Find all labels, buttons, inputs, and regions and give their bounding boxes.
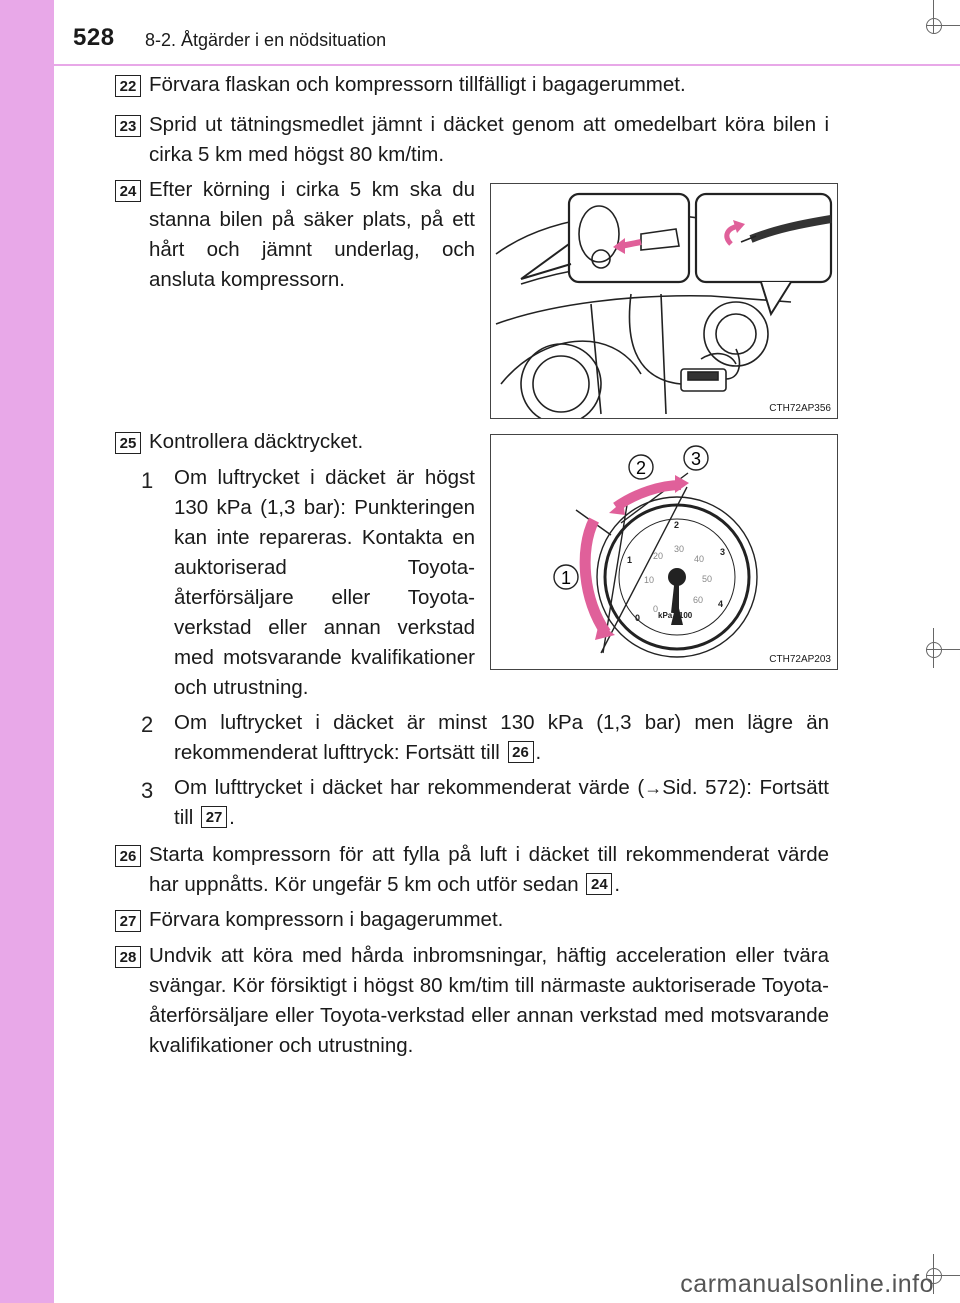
sub-item-1-text: Om luftrycket i däcket är högst 130 kPa (1,3 bar): Punkteringen kan inte repareras. Kontakta en auktoriserad Toyota-återförsäljare eller Toyota-verkstad eller annan verkstad med motsvarande kvalifikationer och utrustning. <box>174 466 475 699</box>
step-25-text: Kontrollera däcktrycket. <box>149 430 364 453</box>
bar-tick-2: 2 <box>674 520 680 530</box>
page-number: 528 <box>73 24 115 51</box>
step-22-text: Förvara flaskan och kompressorn tillfälligt i bagagerummet. <box>149 73 686 96</box>
header-divider <box>54 64 960 66</box>
sub-item-2-text: Om luftrycket i däcket är minst 130 kPa (1,3 bar) men lägre än rekommenderat lufttryck: Fortsätt till 26 . <box>174 711 829 764</box>
kpa-tick-30: 30 <box>674 544 685 554</box>
kpa-tick-60: 60 <box>693 595 704 605</box>
step-26-text: Starta kompressorn för att fylla på luft i däcket till rekommenderat värde har uppnåtts. Kör ungefär 5 km och utför sedan 24 . <box>149 843 829 896</box>
bar-tick-4: 4 <box>718 599 724 609</box>
ref-badge-27[interactable]: 27 <box>201 806 227 828</box>
sub-item-number-2: 2 <box>141 712 154 737</box>
step-badge-24: 24 <box>115 180 141 202</box>
gauge-callout-3: 3 <box>690 449 702 469</box>
kpa-tick-50: 50 <box>702 574 713 584</box>
page-ref-arrow: → <box>644 778 663 798</box>
step-28-text: Undvik att köra med hårda inbromsningar, häftig acceleration eller tvära svängar. Kör försiktigt i högst 80 km/tim till närmaste auktoriserade Toyota-återförsäljare eller Toyota-verkstad eller annan verkstad med motsvarande kvalifikationer och utrustning. <box>149 944 829 1057</box>
bar-tick-3: 3 <box>720 547 726 557</box>
kpa-tick-40: 40 <box>694 554 705 564</box>
ref-badge-26[interactable]: 26 <box>508 741 534 763</box>
section-title: 8-2. Åtgärder i en nödsituation <box>145 30 387 50</box>
step-23-text: Sprid ut tätningsmedlet jämnt i däcket genom att omedelbart köra bilen i cirka 5 km med högst 80 km/tim. <box>149 113 829 166</box>
kpa-tick-20: 20 <box>653 551 664 561</box>
gauge-unit-label: kPa x100 <box>658 611 693 620</box>
bar-tick-1: 1 <box>627 555 633 565</box>
step-badge-25: 25 <box>115 432 141 454</box>
step-badge-27: 27 <box>115 910 141 932</box>
watermark: carmanualsonline.info <box>680 1270 934 1298</box>
kpa-tick-0: 0 <box>653 604 659 614</box>
bar-tick-0: 0 <box>635 613 641 623</box>
gauge-callout-1: 1 <box>560 568 572 588</box>
step-badge-26: 26 <box>115 845 141 867</box>
figure-code-2: CTH72AP203 <box>769 654 831 665</box>
pressure-gauge-illustration <box>491 435 838 670</box>
kpa-tick-10: 10 <box>644 575 655 585</box>
sub-item-number-3: 3 <box>141 778 154 803</box>
car-compressor-illustration <box>491 184 838 419</box>
gauge-callout-2: 2 <box>635 458 647 478</box>
sub-item-number-1: 1 <box>141 468 154 493</box>
step-badge-28: 28 <box>115 946 141 968</box>
sidebar-color-band <box>0 0 54 1303</box>
page-ref-link[interactable]: Sid. 572): <box>662 776 752 799</box>
ref-badge-24[interactable]: 24 <box>586 873 612 895</box>
figure-pressure-gauge <box>490 434 838 670</box>
step-badge-22: 22 <box>115 75 141 97</box>
figure-car-compressor <box>490 183 838 419</box>
step-badge-23: 23 <box>115 115 141 137</box>
step-24-text: Efter körning i cirka 5 km ska du stanna bilen på säker plats, på ett hårt och jämnt underlag, och ansluta kompressorn. <box>149 178 475 291</box>
figure-code-1: CTH72AP356 <box>769 403 831 414</box>
sub-item-3-text: Om lufttrycket i däcket har rekommenderat värde (→Sid. 572): Fortsätt till 27 . <box>174 776 829 829</box>
step-27-text: Förvara kompressorn i bagagerummet. <box>149 908 504 931</box>
